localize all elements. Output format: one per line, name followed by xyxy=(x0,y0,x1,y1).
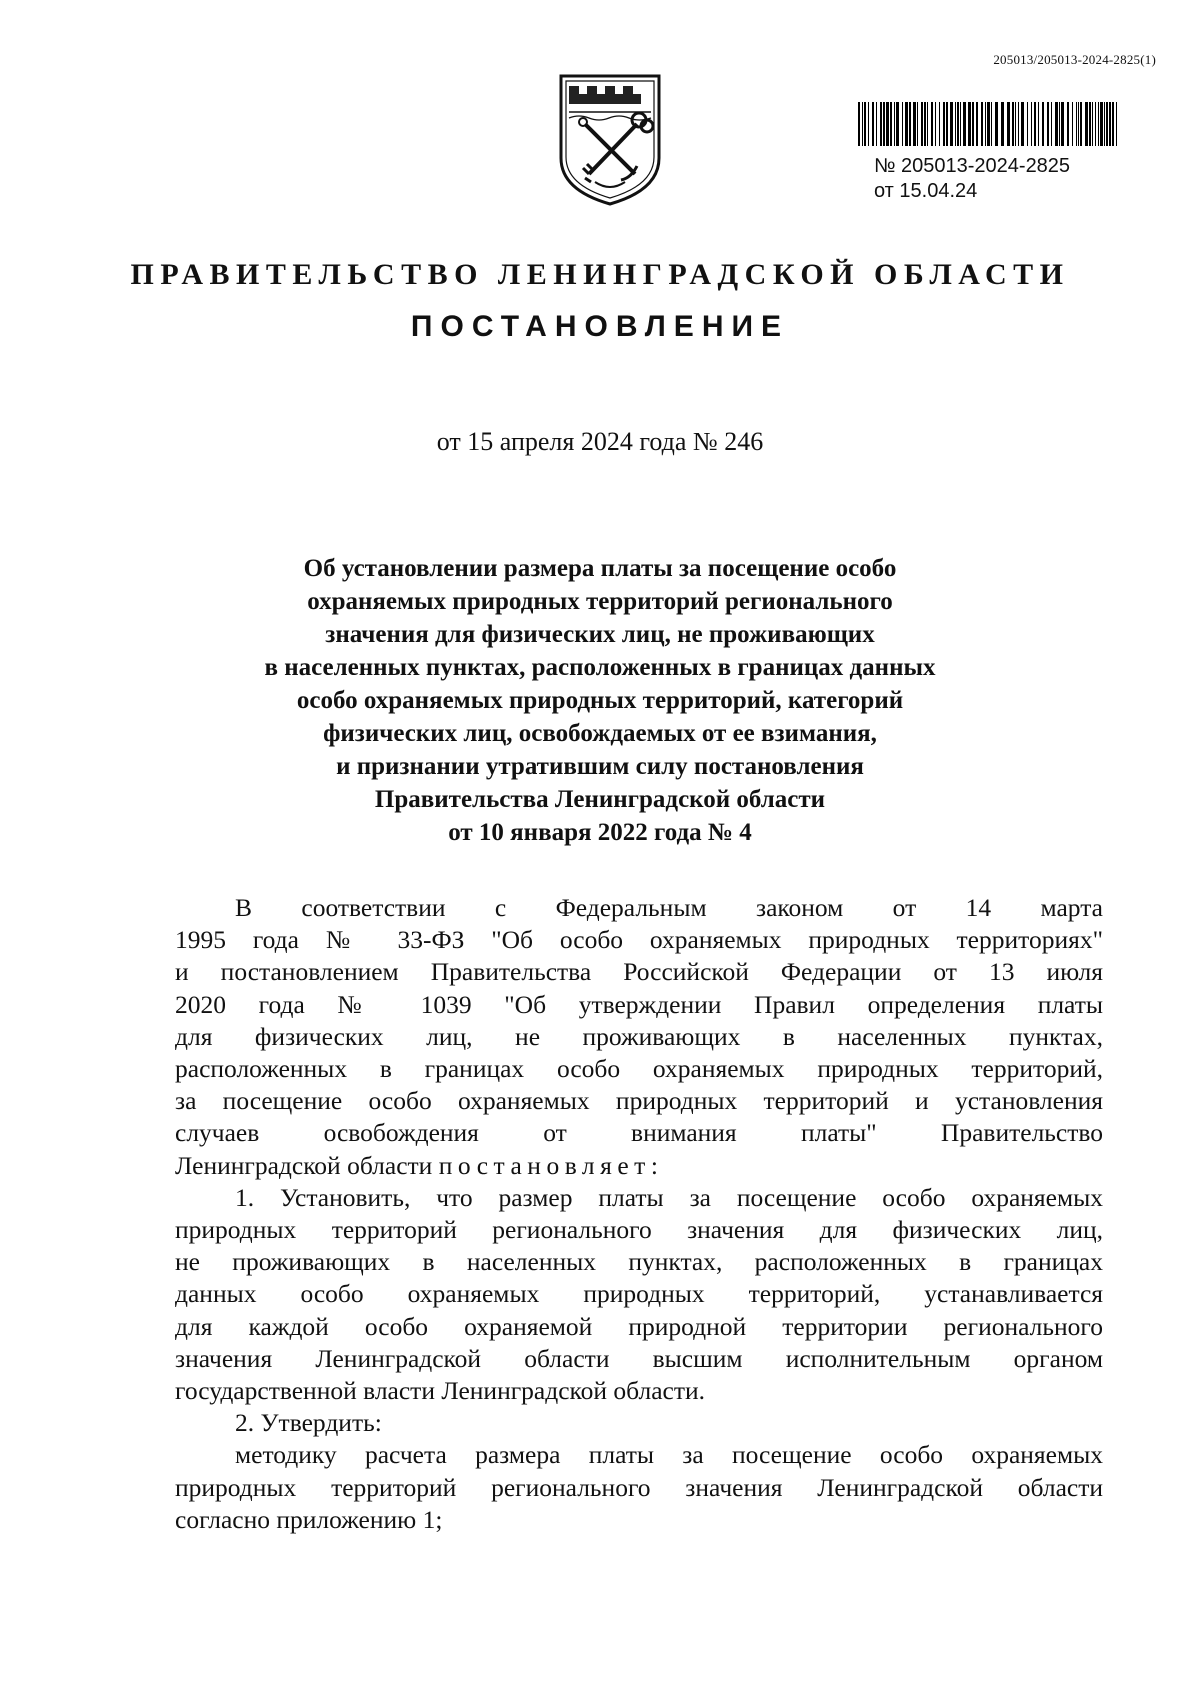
document-code: 205013/205013-2024-2825(1) xyxy=(993,52,1156,67)
preamble-line: для физических лиц, не проживающих в населенных пунктах, xyxy=(175,1021,1103,1051)
preamble-line: 2020 года № 1039 "Об утверждении Правил определения платы xyxy=(175,989,1103,1019)
subject-line: особо охраняемых природных территорий, категорий xyxy=(296,687,904,714)
item2-line: методику расчета размера платы за посещение особо охраняемых xyxy=(235,1440,1103,1470)
barcode-icon xyxy=(858,102,1124,146)
preamble-line: и постановлением Правительства Российской Федерации от 13 июля xyxy=(175,957,1103,987)
item1-line: для каждой особо охраняемой природной территории регионального xyxy=(175,1311,1103,1341)
item2-line: природных территорий регионального значения Ленинградской области xyxy=(175,1472,1103,1502)
subject-line: в населенных пунктах, расположенных в границах данных xyxy=(264,654,936,681)
decree-word: постановляет: xyxy=(438,1150,664,1180)
subject-line: от 10 января 2022 года № 4 xyxy=(448,819,752,846)
document-type: ПОСТАНОВЛЕНИЕ xyxy=(410,310,790,343)
preamble-line: расположенных в границах особо охраняемых природных территорий, xyxy=(175,1054,1103,1084)
registration-date: от 15.04.24 xyxy=(874,180,978,202)
subject-line: Правительства Ленинградской области xyxy=(374,786,826,813)
preamble-final-line xyxy=(175,1150,1103,1182)
item2-line: согласно приложению 1; xyxy=(175,1504,443,1534)
item1-line: значения Ленинградской области высшим исполнительным органом xyxy=(175,1343,1103,1373)
resolution-subject xyxy=(200,552,1000,849)
subject-line: и признании утратившим силу постановления xyxy=(336,753,864,780)
preamble-line: В соответствии с Федеральным законом от 14 марта xyxy=(235,893,1103,922)
registration-number: № 205013-2024-2825 xyxy=(874,155,1071,177)
resolution-body xyxy=(175,892,1103,1536)
subject-line: Об установлении размера платы за посещение особо xyxy=(303,555,897,582)
preamble-line: 1995 года № 33-ФЗ "Об особо охраняемых природных территориях" xyxy=(175,925,1103,955)
preamble-line-start: Ленинградской области xyxy=(175,1150,439,1180)
item1-line: природных территорий регионального значения для физических лиц, xyxy=(175,1215,1103,1245)
subject-line: физических лиц, освобождаемых от ее взимания, xyxy=(323,720,877,747)
resolution-date-number: от 15 апреля 2024 года № 246 xyxy=(436,427,764,456)
item1-line: не проживающих в населенных пунктах, расположенных в границах xyxy=(175,1247,1103,1277)
subject-line: значения для физических лиц, не проживающих xyxy=(325,621,875,648)
item1-line: данных особо охраняемых природных территорий, устанавливается xyxy=(175,1279,1103,1309)
item1-line: 1. Установить, что размер платы за посещение особо охраняемых xyxy=(235,1182,1103,1212)
item1-line: государственной власти Ленинградской области. xyxy=(175,1376,706,1406)
preamble-line: случаев освобождения от внимания платы" Правительство xyxy=(175,1118,1103,1148)
item2-heading: 2. Утвердить: xyxy=(235,1408,382,1438)
preamble-line: за посещение особо охраняемых природных территорий и установления xyxy=(175,1086,1103,1116)
organization-title: ПРАВИТЕЛЬСТВО ЛЕНИНГРАДСКОЙ ОБЛАСТИ xyxy=(130,258,1070,291)
coat-of-arms-icon xyxy=(555,72,665,208)
subject-line: охраняемых природных территорий регионального xyxy=(307,588,893,615)
